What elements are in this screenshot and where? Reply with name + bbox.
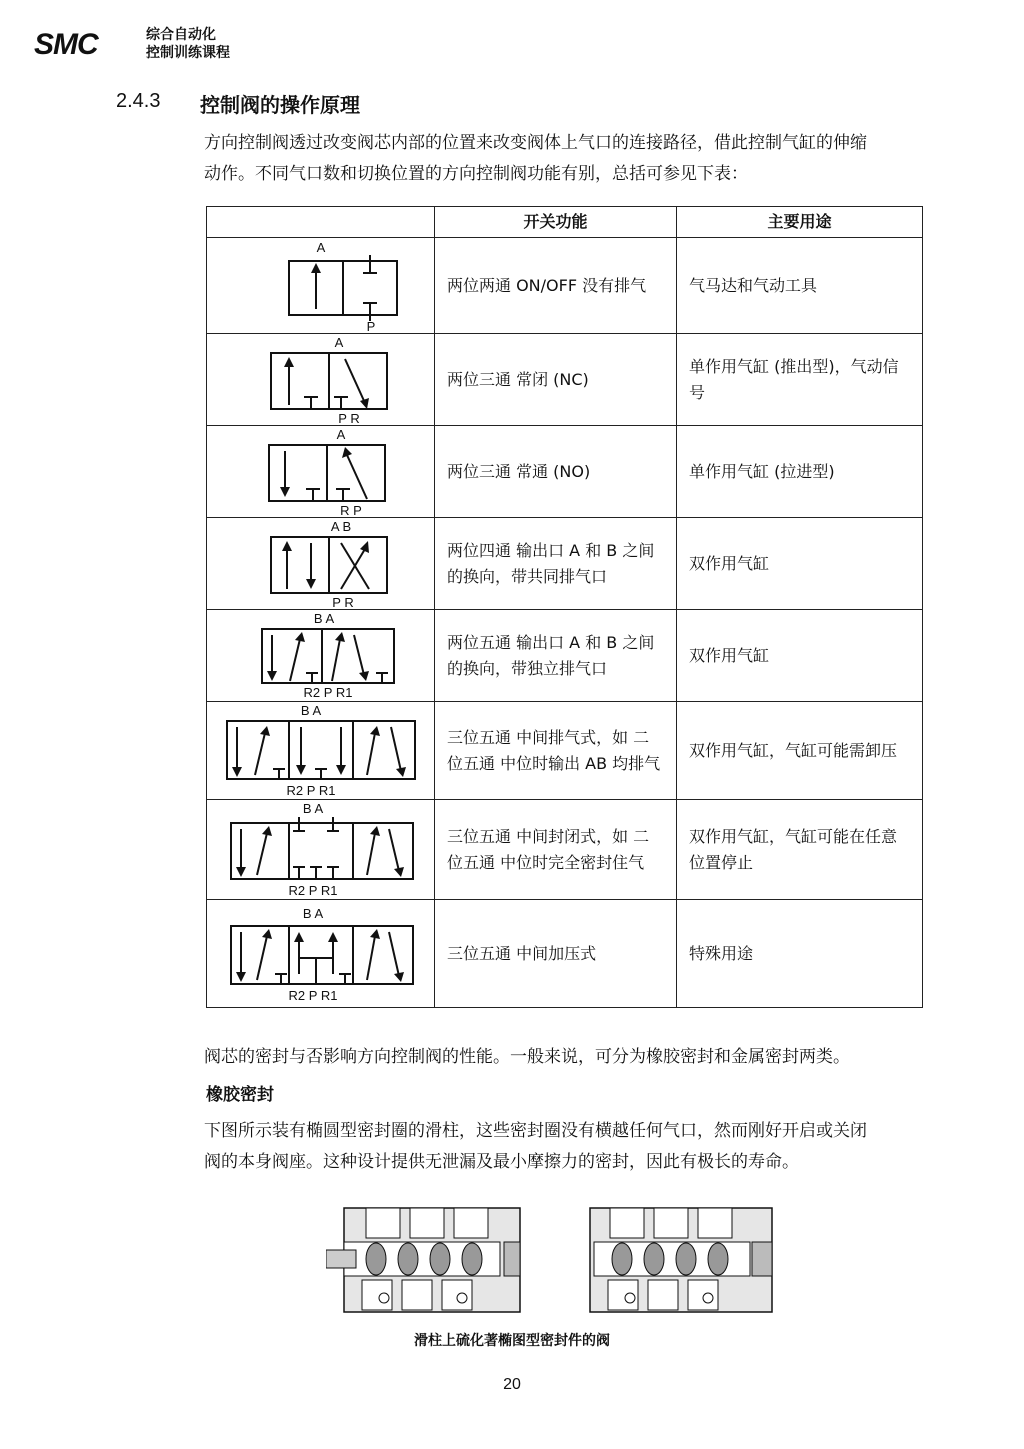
rubber-line: 阀的本身阀座。这种设计提供无泄漏及最小摩擦力的密封，因此有极长的寿命。 xyxy=(204,1152,799,1172)
table-row xyxy=(207,238,923,334)
port-label: A xyxy=(316,239,325,255)
port-label: R2 P R1 xyxy=(286,782,335,798)
table-row xyxy=(207,518,923,610)
table-row xyxy=(207,702,923,800)
seal-paragraph: 阀芯的密封与否影响方向控制阀的性能。一般来说，可分为橡胶密封和金属密封两类。 xyxy=(204,1047,850,1067)
port-label: P R xyxy=(331,594,354,609)
intro-line: 方向控制阀透过改变阀芯内部的位置来改变阀体上气口的连接路径，借此控制气缸的伸缩 xyxy=(204,133,867,153)
header-function: 开关功能 xyxy=(435,207,677,238)
cell-function: 两位四通 输出口 A 和 B 之间的换向，带共同排气口 xyxy=(435,518,677,610)
valve-function-table xyxy=(206,206,923,1008)
logo-caption xyxy=(146,26,230,62)
cell-function: 两位五通 输出口 A 和 B 之间的换向，带独立排气口 xyxy=(435,610,677,702)
subheading-rubber-seal: 橡胶密封 xyxy=(206,1085,274,1105)
port-label: A xyxy=(334,334,343,350)
cell-use: 双作用气缸 xyxy=(677,610,923,702)
port-label: R2 P R1 xyxy=(288,987,337,1003)
port-label: B A xyxy=(300,702,321,718)
logo-brand: SMC xyxy=(34,28,98,61)
port-label: P R xyxy=(337,410,360,425)
port-label: R2 P R1 xyxy=(288,882,337,898)
cell-function: 两位三通 常通 (NO) xyxy=(435,426,677,518)
cell-function: 三位五通 中间排气式，如 二位五通 中位时输出 AB 均排气 xyxy=(435,702,677,800)
port-label: B A xyxy=(302,800,323,816)
table-row xyxy=(207,800,923,900)
header-use: 主要用途 xyxy=(677,207,923,238)
table-row xyxy=(207,426,923,518)
cell-function: 两位三通 常闭 (NC) xyxy=(435,334,677,426)
table-row xyxy=(207,900,923,1008)
valve-symbol-2-2 xyxy=(207,238,435,334)
intro-line: 动作。不同气口数和切换位置的方向控制阀功能有别，总括可参见下表： xyxy=(204,164,748,184)
port-label: B A xyxy=(302,905,323,921)
cell-use: 单作用气缸 (拉进型) xyxy=(677,426,923,518)
cell-use: 双作用气缸，气缸可能在任意位置停止 xyxy=(677,800,923,900)
valve-symbol-5-3-exhaust xyxy=(207,702,435,800)
section-title: 控制阀的操作原理 xyxy=(200,93,360,117)
valve-symbol-5-3-closed xyxy=(207,800,435,900)
port-label: P xyxy=(366,318,375,333)
valve-symbol-5-2 xyxy=(207,610,435,702)
cell-use: 双作用气缸 xyxy=(677,518,923,610)
valve-symbol-4-2 xyxy=(207,518,435,610)
table-header-row xyxy=(207,207,923,238)
smc-logo xyxy=(34,24,244,64)
section-number: 2.4.3 xyxy=(116,90,161,112)
cell-function: 两位两通 ON/OFF 没有排气 xyxy=(435,238,677,334)
header-symbol xyxy=(207,207,435,238)
rubber-line: 下图所示装有椭圆型密封圈的滑柱，这些密封圈没有横越任何气口，然而刚好开启或关闭 xyxy=(204,1121,867,1141)
valve-symbol-3-2-nc xyxy=(207,334,435,426)
table-row xyxy=(207,610,923,702)
valve-symbol-5-3-pressure xyxy=(207,900,435,1008)
figure-caption: 滑柱上硫化著椭图型密封件的阀 xyxy=(414,1333,610,1349)
cell-use: 单作用气缸 (推出型)，气动信号 xyxy=(677,334,923,426)
page-number: 20 xyxy=(503,1376,521,1393)
rubber-seal-paragraph xyxy=(204,1116,934,1178)
intro-paragraph xyxy=(204,128,934,190)
cell-use: 特殊用途 xyxy=(677,900,923,1008)
cell-use: 双作用气缸，气缸可能需卸压 xyxy=(677,702,923,800)
logo-line-1: 综合自动化 xyxy=(146,27,216,43)
logo-line-2: 控制训练课程 xyxy=(146,45,230,61)
valve-cross-section-right xyxy=(588,1206,778,1316)
cell-function: 三位五通 中间封闭式，如 二位五通 中位时完全密封住气 xyxy=(435,800,677,900)
cell-use: 气马达和气动工具 xyxy=(677,238,923,334)
valve-symbol-3-2-no xyxy=(207,426,435,518)
table-row xyxy=(207,334,923,426)
port-label: B A xyxy=(313,610,334,626)
port-label: R P xyxy=(339,502,362,517)
port-label: A B xyxy=(330,518,351,534)
port-label: R2 P R1 xyxy=(303,684,352,700)
cell-function: 三位五通 中间加压式 xyxy=(435,900,677,1008)
valve-cross-section-left xyxy=(326,1206,526,1316)
port-label: A xyxy=(336,426,345,442)
